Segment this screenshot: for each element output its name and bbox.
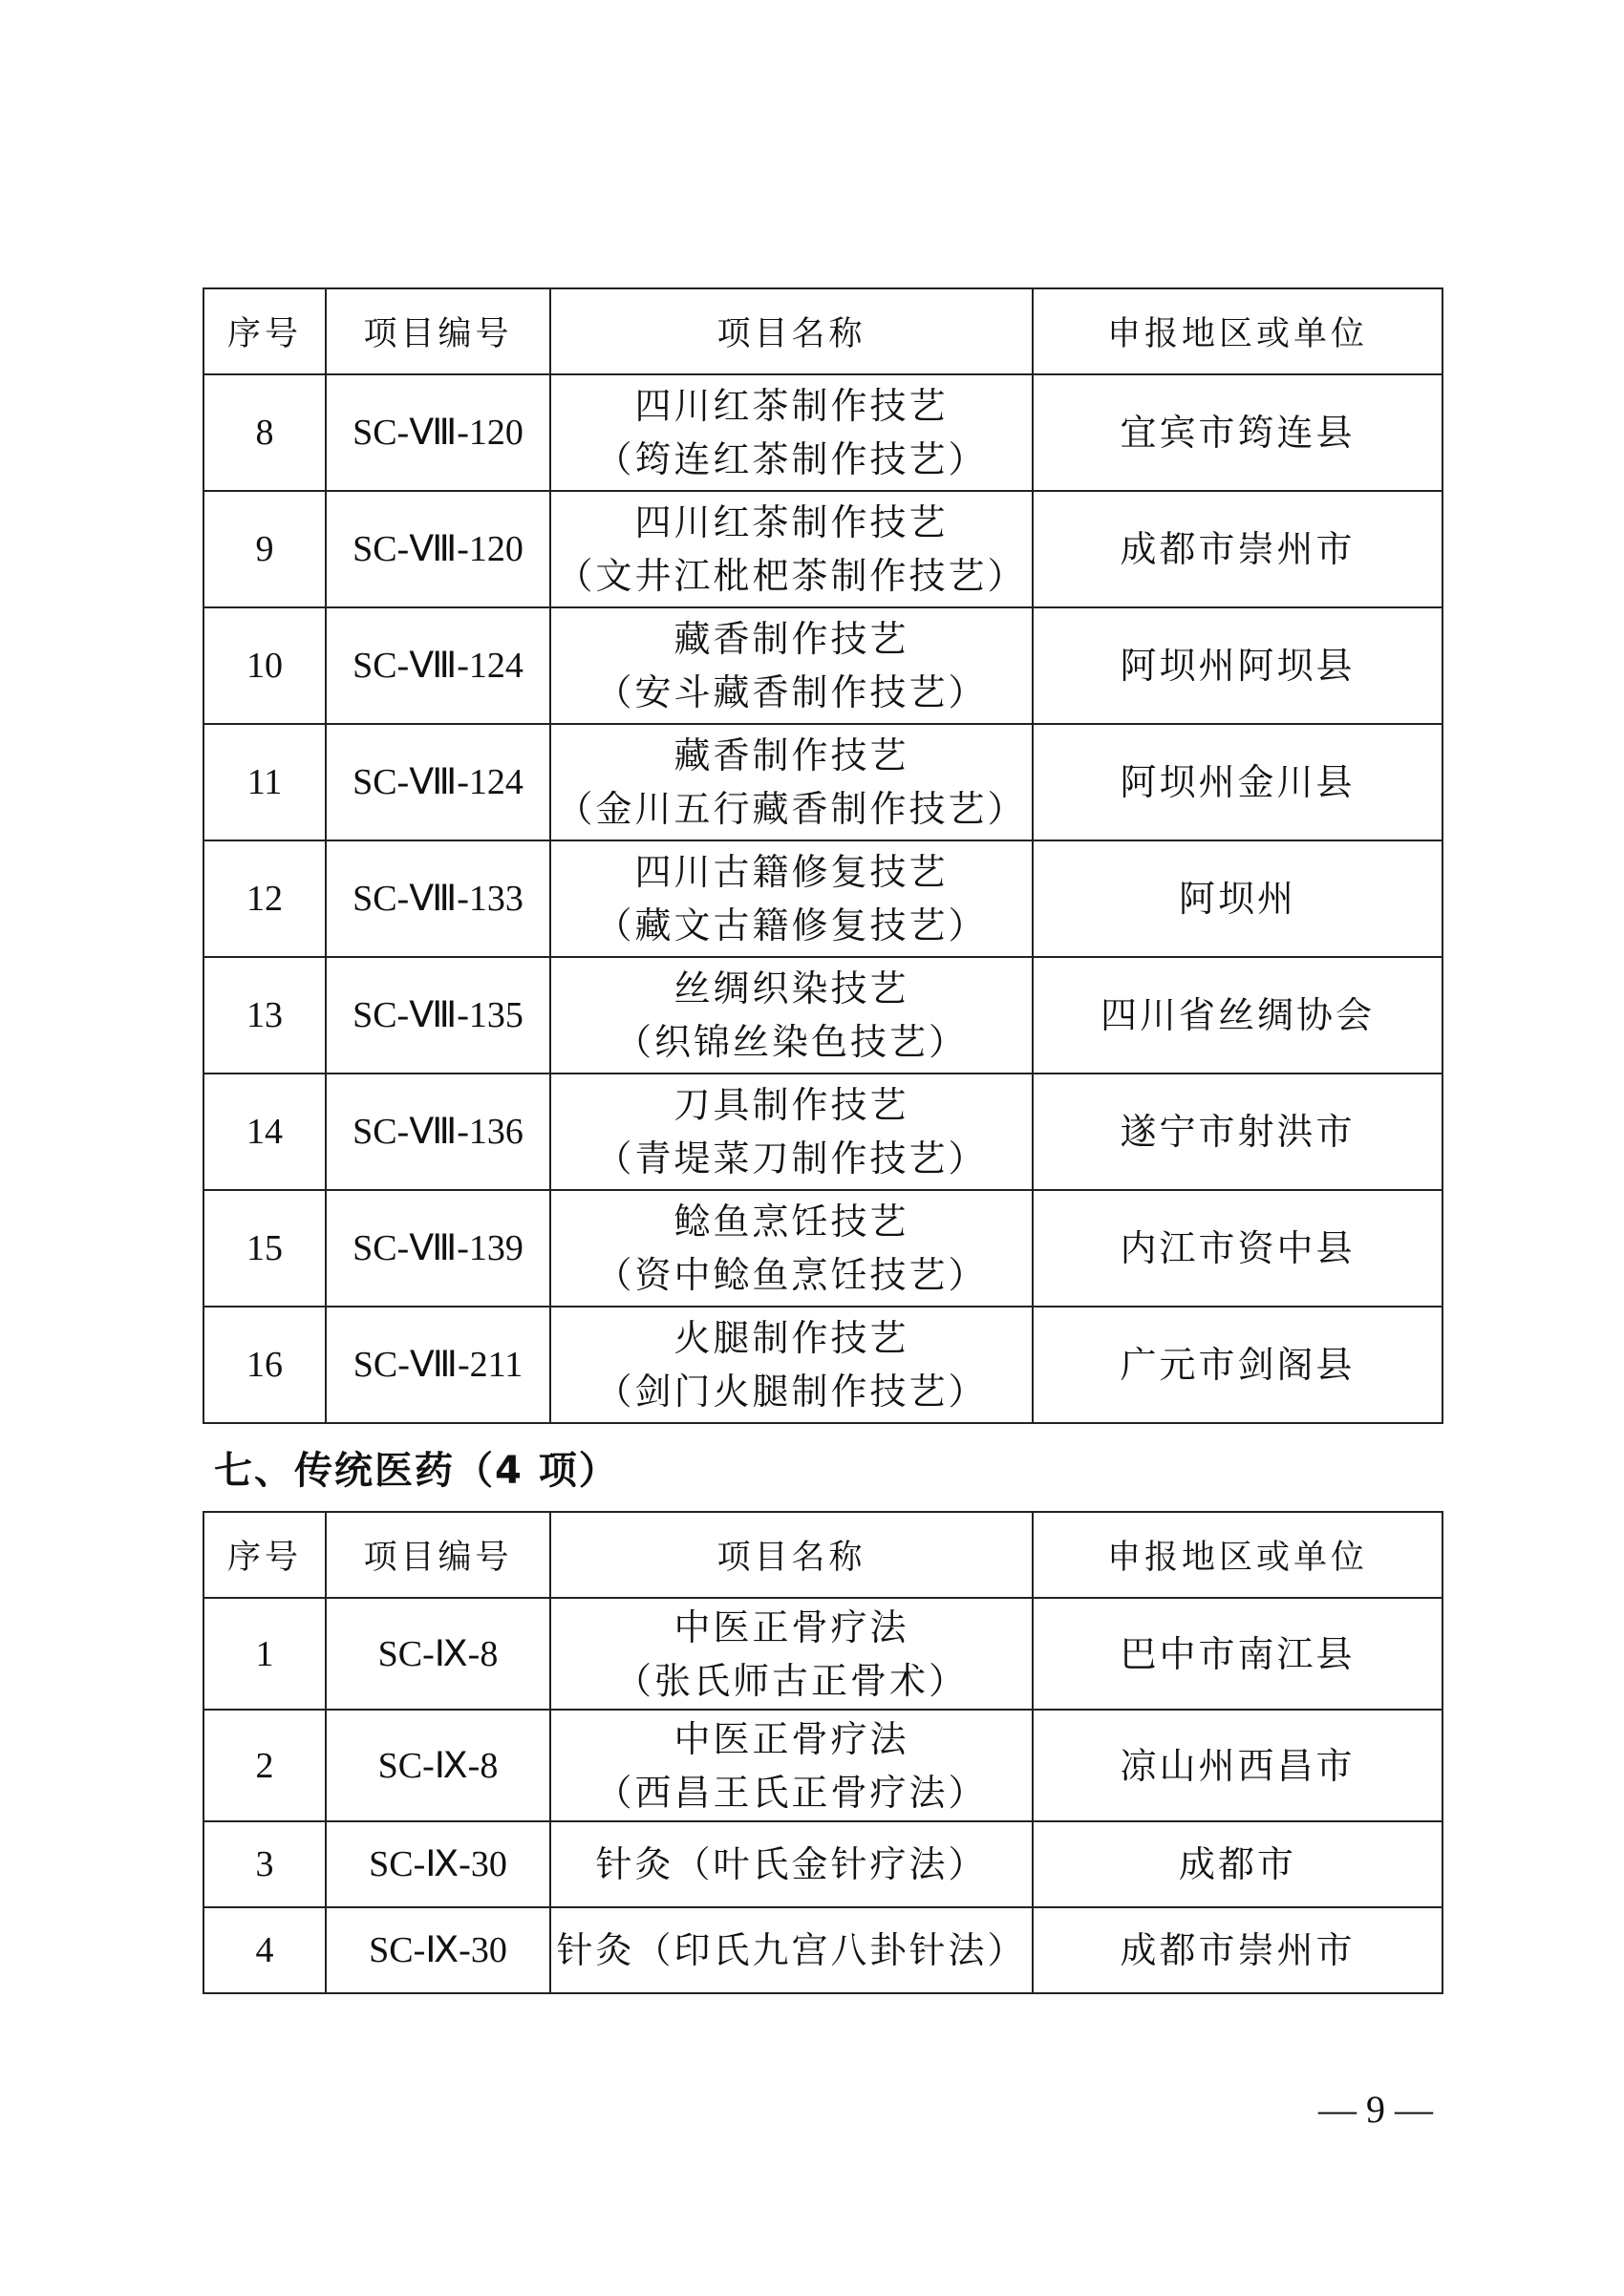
cell-name-line: （张氏师古正骨术） <box>614 1659 968 1702</box>
table-row <box>203 1598 1442 1710</box>
cell-serial: 3 <box>203 1821 326 1907</box>
cell-name-line: （安斗藏香制作技艺） <box>595 671 988 713</box>
cell-region: 成都市崇州市 <box>1033 491 1442 607</box>
cell-serial: 12 <box>203 840 326 957</box>
cell-serial: 14 <box>203 1074 326 1190</box>
cell-region: 阿坝州 <box>1033 840 1442 957</box>
header-region: 申报地区或单位 <box>1033 288 1442 374</box>
table-row <box>203 724 1442 840</box>
table-row <box>203 840 1442 957</box>
cell-name-line: （文井江枇杷茶制作技艺） <box>556 555 1027 597</box>
cell-name-line: 针灸（叶氏金针疗法） <box>595 1843 988 1885</box>
cell-name-line: 四川红茶制作技艺 <box>634 501 949 543</box>
heritage-table-medicine <box>203 1511 1443 1994</box>
cell-name-line: 四川古籍修复技艺 <box>634 851 949 893</box>
table-row <box>203 1074 1442 1190</box>
cell-region: 阿坝州阿坝县 <box>1033 607 1442 724</box>
cell-name <box>550 840 1033 957</box>
cell-name-line: 四川红茶制作技艺 <box>634 385 949 427</box>
cell-serial: 16 <box>203 1307 326 1423</box>
cell-code: SC-Ⅷ-211 <box>326 1307 550 1423</box>
cell-name-line: （藏文古籍修复技艺） <box>595 904 988 946</box>
table-header-row <box>203 288 1442 374</box>
cell-code: SC-Ⅷ-120 <box>326 491 550 607</box>
cell-serial: 8 <box>203 374 326 491</box>
cell-name-line: （资中鲶鱼烹饪技艺） <box>595 1254 988 1296</box>
cell-name-line: 火腿制作技艺 <box>673 1317 909 1359</box>
table-body <box>203 374 1442 1423</box>
table-row <box>203 1307 1442 1423</box>
cell-name <box>550 724 1033 840</box>
cell-name-line: （金川五行藏香制作技艺） <box>556 788 1027 830</box>
header-region: 申报地区或单位 <box>1033 1512 1442 1598</box>
cell-name <box>550 1907 1033 1993</box>
table-body <box>203 1598 1442 1993</box>
cell-region: 遂宁市射洪市 <box>1033 1074 1442 1190</box>
cell-code: SC-Ⅸ-8 <box>326 1598 550 1710</box>
cell-region: 巴中市南江县 <box>1033 1598 1442 1710</box>
cell-name-line: 丝绸织染技艺 <box>673 967 909 1010</box>
table-row <box>203 1907 1442 1993</box>
cell-name <box>550 1074 1033 1190</box>
header-code: 项目编号 <box>326 288 550 374</box>
cell-code: SC-Ⅷ-135 <box>326 957 550 1074</box>
table-row <box>203 607 1442 724</box>
cell-serial: 11 <box>203 724 326 840</box>
header-name: 项目名称 <box>550 288 1033 374</box>
header-serial: 序号 <box>203 288 326 374</box>
cell-code: SC-Ⅷ-139 <box>326 1190 550 1307</box>
cell-serial: 4 <box>203 1907 326 1993</box>
page-number: — 9 — <box>1318 2088 1433 2131</box>
cell-name-line: （西昌王氏正骨疗法） <box>595 1771 988 1814</box>
cell-code: SC-Ⅷ-120 <box>326 374 550 491</box>
cell-code: SC-Ⅷ-124 <box>326 607 550 724</box>
cell-name <box>550 491 1033 607</box>
cell-name <box>550 1598 1033 1710</box>
cell-name-line: 鲶鱼烹饪技艺 <box>673 1201 909 1243</box>
cell-name-line: 藏香制作技艺 <box>673 618 909 660</box>
table-row <box>203 1710 1442 1821</box>
cell-region: 阿坝州金川县 <box>1033 724 1442 840</box>
cell-region: 成都市 <box>1033 1821 1442 1907</box>
cell-name-line: 中医正骨疗法 <box>673 1717 909 1760</box>
cell-region: 成都市崇州市 <box>1033 1907 1442 1993</box>
heritage-table-crafts <box>203 287 1443 1424</box>
cell-name <box>550 1821 1033 1907</box>
cell-name <box>550 957 1033 1074</box>
cell-name-line: 藏香制作技艺 <box>673 734 909 776</box>
header-name: 项目名称 <box>550 1512 1033 1598</box>
cell-code: SC-Ⅸ-30 <box>326 1821 550 1907</box>
cell-name-line: （筠连红茶制作技艺） <box>595 438 988 480</box>
header-serial: 序号 <box>203 1512 326 1598</box>
cell-region: 宜宾市筠连县 <box>1033 374 1442 491</box>
cell-name <box>550 607 1033 724</box>
table-row <box>203 374 1442 491</box>
cell-name-line: 针灸（印氏九宫八卦针法） <box>556 1929 1027 1971</box>
cell-name <box>550 1190 1033 1307</box>
cell-code: SC-Ⅷ-124 <box>326 724 550 840</box>
header-code: 项目编号 <box>326 1512 550 1598</box>
cell-code: SC-Ⅸ-30 <box>326 1907 550 1993</box>
section-heading: 七、传统医药（4 项） <box>214 1449 619 1493</box>
cell-serial: 13 <box>203 957 326 1074</box>
cell-serial: 1 <box>203 1598 326 1710</box>
cell-code: SC-Ⅷ-136 <box>326 1074 550 1190</box>
table-header-row <box>203 1512 1442 1598</box>
cell-code: SC-Ⅷ-133 <box>326 840 550 957</box>
table-row <box>203 957 1442 1074</box>
cell-name <box>550 374 1033 491</box>
cell-name <box>550 1307 1033 1423</box>
table-row <box>203 491 1442 607</box>
cell-serial: 10 <box>203 607 326 724</box>
table-row <box>203 1190 1442 1307</box>
cell-name-line: 刀具制作技艺 <box>673 1084 909 1126</box>
cell-code: SC-Ⅸ-8 <box>326 1710 550 1821</box>
cell-region: 广元市剑阁县 <box>1033 1307 1442 1423</box>
table-row <box>203 1821 1442 1907</box>
cell-name-line: （织锦丝染色技艺） <box>614 1021 968 1063</box>
cell-name-line: （青堤菜刀制作技艺） <box>595 1137 988 1180</box>
cell-region: 四川省丝绸协会 <box>1033 957 1442 1074</box>
cell-serial: 15 <box>203 1190 326 1307</box>
cell-serial: 9 <box>203 491 326 607</box>
cell-region: 凉山州西昌市 <box>1033 1710 1442 1821</box>
cell-name <box>550 1710 1033 1821</box>
cell-serial: 2 <box>203 1710 326 1821</box>
cell-region: 内江市资中县 <box>1033 1190 1442 1307</box>
cell-name-line: （剑门火腿制作技艺） <box>595 1371 988 1413</box>
cell-name-line: 中医正骨疗法 <box>673 1605 909 1648</box>
